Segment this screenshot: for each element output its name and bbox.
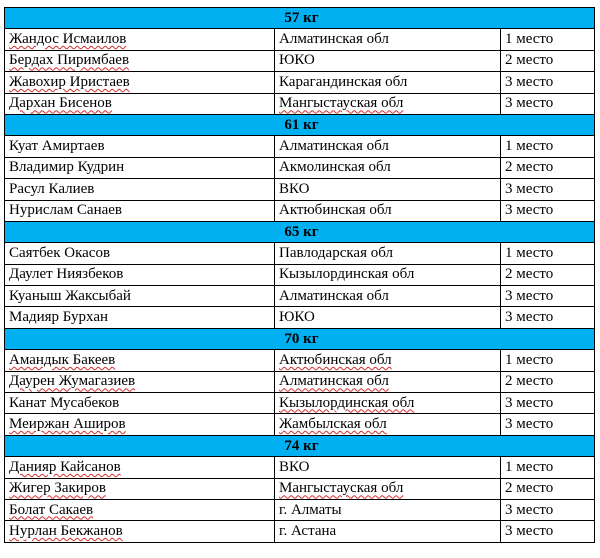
region-name: Алматинская обл [279,287,389,304]
table-row [5,243,595,264]
region-name: Актюбинская обл [279,202,392,219]
table-row [5,457,595,478]
region-name: Алматинская обл [279,373,389,390]
region-cell [275,264,501,285]
region-name: ВКО [279,458,310,475]
region-cell [275,307,501,328]
athlete-name: Бердах Пиримбаев [9,52,130,69]
athlete-name-cell [5,136,275,157]
category-header-row [5,435,595,456]
place-value: 2 место [505,480,554,497]
table-row [5,29,595,50]
region-cell [275,286,501,307]
place-value: 1 место [505,138,554,155]
place-cell [501,50,595,71]
place-cell [501,371,595,392]
region-name: г. Алматы [279,501,342,518]
athlete-name: Саятбек Окасов [9,244,111,261]
region-cell [275,179,501,200]
table-row [5,136,595,157]
athlete-name-cell [5,286,275,307]
region-cell [275,499,501,520]
place-value: 2 место [505,159,554,176]
table-row [5,264,595,285]
region-name: Жамбылская обл [279,416,387,433]
athlete-name: Даурен Жумагазиев [9,373,136,390]
athlete-name: Дархан Бисенов [9,95,112,112]
region-name: ЮКО [279,52,315,69]
athlete-name-cell [5,243,275,264]
place-cell [501,200,595,221]
athlete-name-cell [5,179,275,200]
region-name: Карагандинская обл [279,73,408,90]
category-header-row [5,8,595,29]
athlete-name-cell [5,29,275,50]
place-value: 3 место [505,287,554,304]
place-cell [501,350,595,371]
place-cell [501,478,595,499]
place-cell [501,414,595,435]
athlete-name: Меиржан Аширов [9,416,126,433]
place-value: 2 место [505,266,554,283]
region-cell [275,521,501,542]
athlete-name: Жигер Закиров [9,480,106,497]
category-header-row [5,221,595,242]
place-value: 1 место [505,31,554,48]
place-value: 2 место [505,373,554,390]
athlete-name: Куаныш Жаксыбай [9,287,131,304]
table-row [5,179,595,200]
table-row [5,393,595,414]
athlete-name: Владимир Кудрин [9,159,125,176]
place-value: 3 место [505,180,554,197]
region-cell [275,72,501,93]
region-name: Акмолинская обл [279,159,391,176]
place-value: 3 место [505,523,554,540]
place-cell [501,29,595,50]
region-name: Алматинская обл [279,138,389,155]
athlete-name-cell [5,414,275,435]
region-name: Алматинская обл [279,31,389,48]
region-name: ВКО [279,180,310,197]
place-cell [501,286,595,307]
athlete-name: Данияр Кайсанов [9,458,121,475]
category-title: 70 кг [5,328,595,349]
table-row [5,93,595,114]
place-cell [501,499,595,520]
table-row [5,157,595,178]
athlete-name: Мадияр Бурхан [9,309,109,326]
athlete-name: Расул Калиев [9,180,95,197]
category-title: 65 кг [5,221,595,242]
region-cell [275,50,501,71]
table-row [5,72,595,93]
place-value: 2 место [505,52,554,69]
results-table-body [5,8,595,543]
place-value: 1 место [505,244,554,261]
place-cell [501,264,595,285]
region-name: Кызылординская обл [279,266,415,283]
athlete-name-cell [5,478,275,499]
place-value: 3 место [505,501,554,518]
table-row [5,350,595,371]
athlete-name: Болат Сакаев [9,501,94,518]
place-value: 3 место [505,416,554,433]
athlete-name-cell [5,521,275,542]
athlete-name-cell [5,72,275,93]
region-cell [275,393,501,414]
place-cell [501,393,595,414]
place-cell [501,521,595,542]
category-header-row [5,114,595,135]
athlete-name: Жандос Исмаилов [9,31,127,48]
place-value: 1 место [505,351,554,368]
category-title: 61 кг [5,114,595,135]
region-cell [275,457,501,478]
region-name: Мангыстауская обл [279,480,404,497]
table-row [5,371,595,392]
category-title: 57 кг [5,8,595,29]
place-value: 3 место [505,202,554,219]
athlete-name: Даулет Ниязбеков [9,266,124,283]
place-value: 1 место [505,458,554,475]
place-value: 3 место [505,95,554,112]
place-value: 3 место [505,73,554,90]
table-row [5,478,595,499]
athlete-name-cell [5,499,275,520]
table-row [5,307,595,328]
table-row [5,200,595,221]
athlete-name-cell [5,457,275,478]
region-cell [275,136,501,157]
athlete-name-cell [5,157,275,178]
region-cell [275,93,501,114]
athlete-name-cell [5,307,275,328]
table-row [5,414,595,435]
region-cell [275,157,501,178]
table-row [5,521,595,542]
region-name: Актюбинская обл [279,351,392,368]
region-cell [275,478,501,499]
athlete-name-cell [5,264,275,285]
athlete-name: Амандык Бакеев [9,351,116,368]
place-cell [501,93,595,114]
athlete-name-cell [5,393,275,414]
athlete-name-cell [5,371,275,392]
athlete-name: Нурислам Санаев [9,202,122,219]
place-cell [501,136,595,157]
athlete-name-cell [5,200,275,221]
place-value: 3 место [505,394,554,411]
region-name: Павлодарская обл [279,244,393,261]
athlete-name: Куат Амиртаев [9,138,105,155]
place-cell [501,243,595,264]
table-row [5,286,595,307]
region-cell [275,350,501,371]
athlete-name-cell [5,350,275,371]
place-cell [501,157,595,178]
category-title: 74 кг [5,435,595,456]
results-table [4,7,595,543]
athlete-name: Жавохир Иристаев [9,73,130,90]
region-name: г. Астана [279,523,337,540]
place-cell [501,179,595,200]
place-cell [501,72,595,93]
region-cell [275,243,501,264]
category-header-row [5,328,595,349]
region-name: ЮКО [279,309,315,326]
region-cell [275,29,501,50]
table-row [5,499,595,520]
place-cell [501,457,595,478]
region-name: Кызылординская обл [279,394,415,411]
athlete-name: Нурлан Бекжанов [9,523,123,540]
region-name: Мангыстауская обл [279,95,404,112]
region-cell [275,371,501,392]
region-cell [275,200,501,221]
table-row [5,50,595,71]
athlete-name-cell [5,50,275,71]
place-cell [501,307,595,328]
athlete-name-cell [5,93,275,114]
place-value: 3 место [505,309,554,326]
athlete-name: Канат Мусабеков [9,394,120,411]
region-cell [275,414,501,435]
